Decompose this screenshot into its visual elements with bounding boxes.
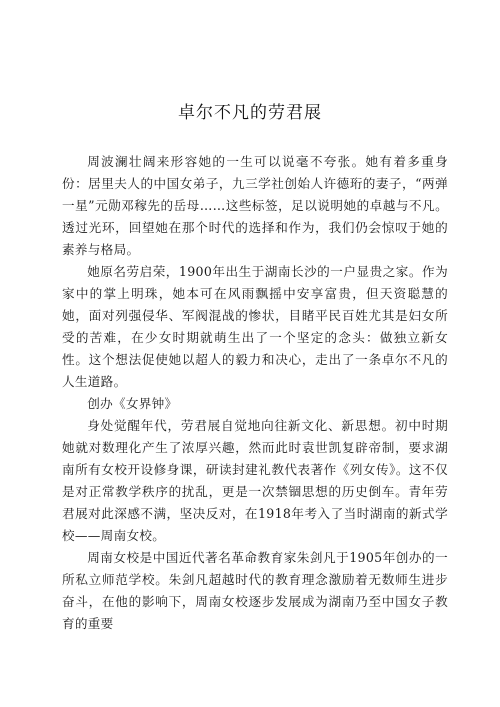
paragraph-2: 她原名劳启荣，1900年出生于湖南长沙的一户显贵之家。作为家中的掌上明珠，她本可在风雨飘摇中安享富贵，但天资聪慧的她，面对列强侵华、军阀混战的惨状，目睹平民百姓尤其是妇女所受的苦难，在少女时期就萌生出了一个坚定的念头：做独立新女性。这个想法促使她以超人的毅力和决心，走出了一条卓尔不凡的人生道路。 <box>62 264 448 389</box>
paragraph-1: 周波澜壮阔来形容她的一生可以说毫不夸张。她有着多重身份：居里夫人的中国女弟子，九三学社创始人许德珩的妻子，“两弹一星”元勋邓稼先的岳母……这些标签，足以说明她的卓越与不凡。透过光环，回望她在那个时代的选择和作为，我们仍会惊叹于她的素养与格局。 <box>62 154 448 257</box>
article-body <box>62 151 448 635</box>
page-title: 卓尔不凡的劳君展 <box>178 103 322 123</box>
section-heading: 创办《女界钟》 <box>87 396 178 411</box>
paragraph-3: 身处觉醒年代，劳君展自觉地向往新文化、新思想。初中时期她就对数理化产生了浓厚兴趣，然而此时袁世凯复辟帝制，要求湖南所有女校开设修身课，研读封建礼教代表著作《列女传》。这不仅是对正常教学秩序的扰乱，更是一次禁锢思想的历史倒车。青年劳君展对此深感不满，坚决反对，在1918年考入了当时湖南的新式学校——周南女校。 <box>62 418 448 543</box>
paragraph-4: 周南女校是中国近代著名革命教育家朱剑凡于1905年创办的一所私立师范学校。朱剑凡超越时代的教育理念激励着无数师生进步奋斗，在他的影响下，周南女校逐步发展成为湖南乃至中国女子教育的重要 <box>62 550 448 631</box>
